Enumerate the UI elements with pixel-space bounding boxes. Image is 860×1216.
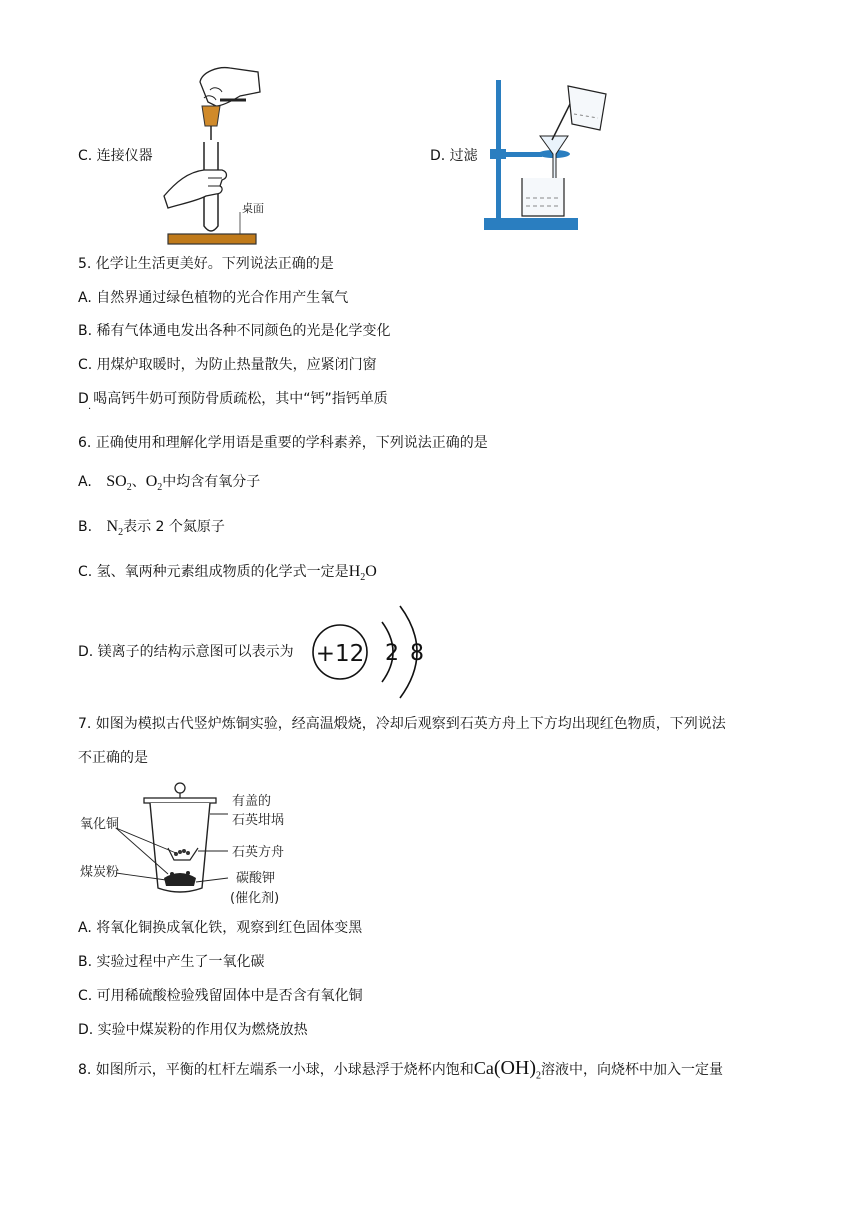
q6-option-b: B. $N_2$表示 2 个氮原子 bbox=[78, 518, 225, 539]
label-lid-line2: 石英坩埚 bbox=[232, 813, 285, 828]
q5-option-d: D 喝高钙牛奶可预防骨质疏松，其中“钙”指钙单质 bbox=[78, 391, 388, 407]
desk-label: 桌面 bbox=[242, 202, 264, 215]
q7-stem-line2: 不正确的是 bbox=[78, 750, 148, 766]
q5-option-a: A. 自然界通过绿色植物的光合作用产生氧气 bbox=[78, 290, 349, 306]
label-carbon: 煤炭粉 bbox=[80, 865, 120, 880]
q7-option-c: C. 可用稀硫酸检验残留固体中是否含有氧化铜 bbox=[78, 988, 363, 1004]
q5-stem: 5. 化学让生活更美好。下列说法正确的是 bbox=[78, 256, 334, 272]
formula-o2: $O_2$ bbox=[145, 473, 163, 494]
q6-stem: 6. 正确使用和理解化学用语是重要的学科素养，下列说法正确的是 bbox=[78, 435, 488, 451]
option-c-label: C. 连接仪器 bbox=[78, 148, 153, 164]
q7-option-d: D. 实验中煤炭粉的作用仅为燃烧放热 bbox=[78, 1022, 308, 1038]
nucleus-charge: +12 bbox=[315, 641, 365, 667]
q8-stem: 8. 如图所示，平衡的杠杆左端系一小球，小球悬浮于烧杯内饱和$Ca(OH)_2$溶液中，向烧杯中加入一定量 bbox=[78, 1057, 724, 1082]
figure-connect-apparatus bbox=[160, 62, 270, 248]
formula-so2: $SO_2$ bbox=[106, 473, 132, 494]
label-cuo: 氧化铜 bbox=[80, 817, 120, 832]
formula-n2: $N_2$ bbox=[106, 518, 124, 539]
q7-option-a: A. 将氧化铜换成氧化铁，观察到红色固体变黑 bbox=[78, 920, 363, 936]
q7-stem-line1: 7. 如图为模拟古代竖炉炼铜实验，经高温煅烧，冷却后观察到石英方舟上下方均出现红色物质，下列说法 bbox=[78, 716, 726, 732]
dot-mark: · bbox=[88, 404, 92, 415]
figure-copper-smelting bbox=[76, 778, 316, 908]
label-k2co3: 碳酸钾 bbox=[236, 871, 276, 886]
q6-option-c: C. 氢、氧两种元素组成物质的化学式一定是$H_2O$ bbox=[78, 563, 377, 584]
q6-option-a: A. $SO_2$、$O_2$中均含有氧分子 bbox=[78, 473, 261, 494]
formula-h2o: $H_2O$ bbox=[348, 563, 377, 584]
q7-option-b: B. 实验过程中产生了一氧化碳 bbox=[78, 954, 265, 970]
shell-1-electrons: 2 bbox=[385, 641, 399, 666]
q6-option-d: D. 镁离子的结构示意图可以表示为 bbox=[78, 644, 294, 660]
q5-option-c: C. 用煤炉取暖时，为防止热量散失，应紧闭门窗 bbox=[78, 357, 377, 373]
option-d-label: D. 过滤 bbox=[430, 148, 478, 164]
q5-option-b: B. 稀有气体通电发出各种不同颜色的光是化学变化 bbox=[78, 323, 391, 339]
figure-filtration bbox=[482, 78, 618, 234]
shell-2-electrons: 8 bbox=[410, 641, 424, 666]
mg-ion-structure-diagram bbox=[310, 598, 440, 702]
label-catalyst: (催化剂) bbox=[230, 891, 280, 906]
label-boat: 石英方舟 bbox=[232, 845, 285, 860]
label-lid-line1: 有盖的 bbox=[232, 794, 272, 809]
formula-caoh2: $Ca(OH)_2$ bbox=[473, 1057, 542, 1082]
